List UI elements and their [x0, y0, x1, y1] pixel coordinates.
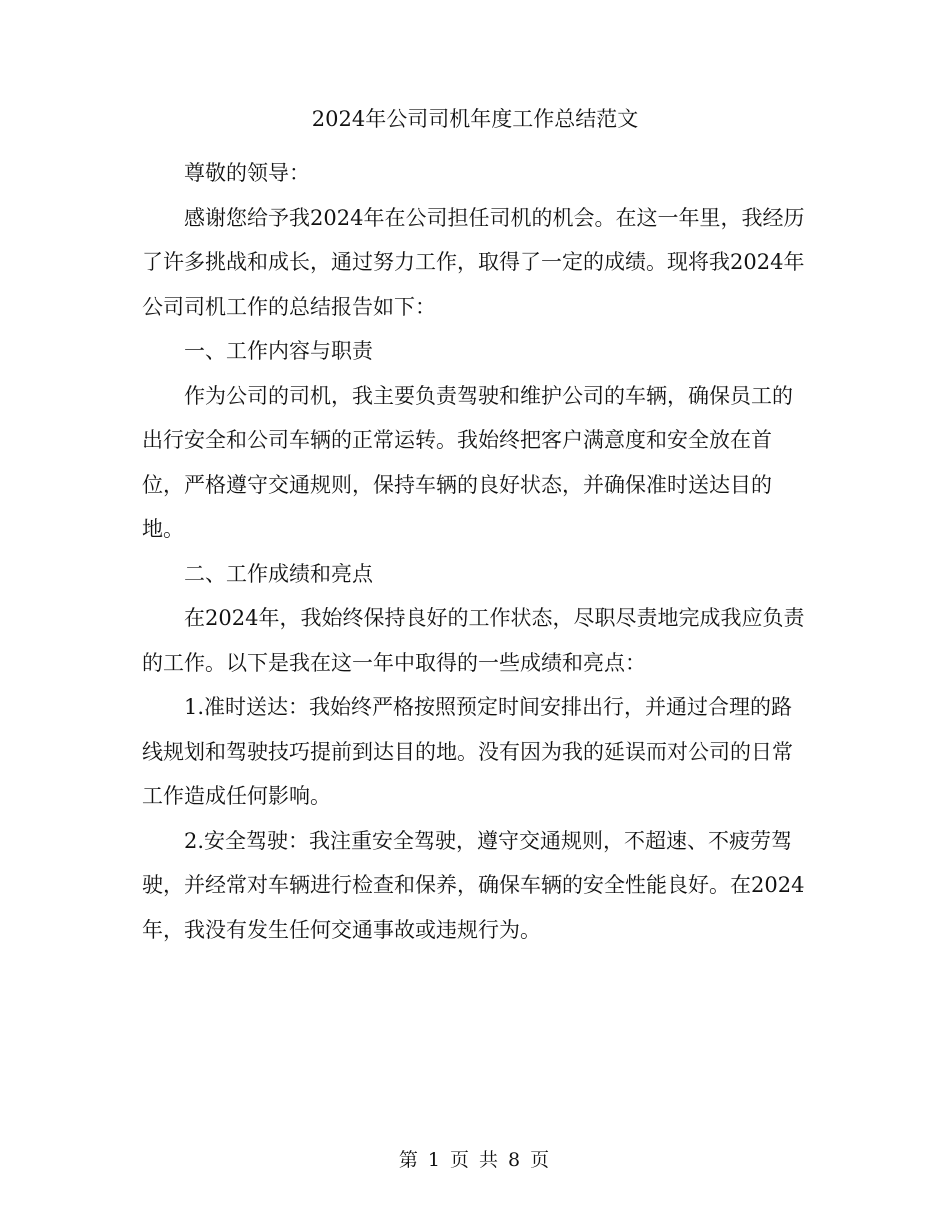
achievement-item-safe-driving: 2.安全驾驶：我注重安全驾驶，遵守交通规则，不超速、不疲劳驾驶，并经常对车辆进行检查和保养，确保车辆的安全性能良好。在2024年，我没有发生任何交通事故或违规行为。	[142, 828, 805, 942]
achievements-intro-paragraph: 在2024年，我始终保持良好的工作状态，尽职尽责地完成我应负责的工作。以下是我在这一年中取得的一些成绩和亮点：	[142, 606, 805, 675]
document-body	[142, 151, 806, 952]
section-heading-duties: 一、工作内容与职责	[184, 339, 373, 363]
intro-paragraph: 感谢您给予我2024年在公司担任司机的机会。在这一年里，我经历了许多挑战和成长，通过努力工作，取得了一定的成绩。现将我2024年公司司机工作的总结报告如下：	[142, 205, 805, 319]
page-indicator: 第 1 页 共 8 页	[398, 1149, 552, 1171]
duties-paragraph: 作为公司的司机，我主要负责驾驶和维护公司的车辆，确保员工的出行安全和公司车辆的正常运转。我始终把客户满意度和安全放在首位，严格遵守交通规则，保持车辆的良好状态，并确保准时送达目的地。	[142, 383, 793, 541]
document-title: 2024年公司司机年度工作总结范文	[311, 107, 639, 131]
salutation: 尊敬的领导：	[184, 161, 310, 185]
achievement-item-punctuality: 1.准时送达：我始终严格按照预定时间安排出行，并通过合理的路线规划和驾驶技巧提前到达目的地。没有因为我的延误而对公司的日常工作造成任何影响。	[142, 695, 793, 808]
section-heading-achievements: 二、工作成绩和亮点	[184, 561, 373, 586]
